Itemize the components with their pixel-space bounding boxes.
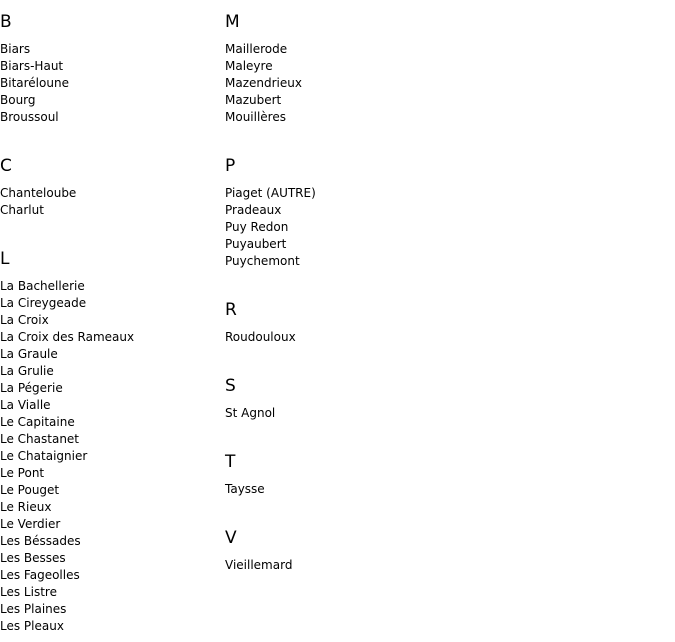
group-spacer bbox=[225, 422, 450, 440]
left-column bbox=[0, 0, 225, 635]
place-list bbox=[0, 41, 225, 126]
place-link[interactable]: Pradeaux bbox=[225, 203, 282, 217]
place-link[interactable]: Le Capitaine bbox=[0, 415, 75, 429]
place-list bbox=[225, 405, 450, 422]
letter-group-p bbox=[225, 126, 450, 270]
letter-heading: M bbox=[225, 12, 240, 32]
place-link[interactable]: La Croix bbox=[0, 313, 49, 327]
place-link[interactable]: Les Listre bbox=[0, 585, 57, 599]
place-list bbox=[225, 41, 450, 126]
group-spacer bbox=[225, 270, 450, 288]
letter-group-r bbox=[225, 270, 450, 346]
letter-group-s bbox=[225, 346, 450, 422]
place-link[interactable]: Maleyre bbox=[225, 59, 273, 73]
letter-group-l bbox=[0, 219, 225, 635]
place-link[interactable]: Les Besses bbox=[0, 551, 66, 565]
place-list bbox=[225, 557, 450, 574]
right-column bbox=[225, 0, 450, 574]
place-link[interactable]: La Croix des Rameaux bbox=[0, 330, 135, 344]
place-link[interactable]: Bourg bbox=[0, 93, 36, 107]
letter-group-m bbox=[225, 11, 450, 126]
letter-heading: S bbox=[225, 376, 236, 396]
place-link[interactable]: Chanteloube bbox=[0, 186, 77, 200]
place-link[interactable]: Les Béssades bbox=[0, 534, 81, 548]
place-link[interactable]: Le Pont bbox=[0, 466, 45, 480]
place-link[interactable]: Biars bbox=[0, 42, 31, 56]
place-link[interactable]: St Agnol bbox=[225, 406, 276, 420]
place-link[interactable]: Maillerode bbox=[225, 42, 288, 56]
group-spacer bbox=[225, 498, 450, 516]
place-link[interactable]: La Pégerie bbox=[0, 381, 63, 395]
place-link[interactable]: Le Chastanet bbox=[0, 432, 80, 446]
place-link[interactable]: Le Rieux bbox=[0, 500, 52, 514]
place-link[interactable]: Les Pleaux bbox=[0, 619, 64, 633]
place-link[interactable]: La Vialle bbox=[0, 398, 51, 412]
letter-group-b bbox=[0, 11, 225, 126]
place-link[interactable]: Roudouloux bbox=[225, 330, 296, 344]
letter-heading: T bbox=[225, 452, 236, 472]
letter-group-t bbox=[225, 422, 450, 498]
place-link[interactable]: Biars-Haut bbox=[0, 59, 64, 73]
group-spacer bbox=[225, 126, 450, 144]
place-list bbox=[225, 329, 450, 346]
place-list bbox=[0, 185, 225, 219]
place-link[interactable]: Le Verdier bbox=[0, 517, 61, 531]
place-link[interactable]: Taysse bbox=[225, 482, 265, 496]
place-link[interactable]: Charlut bbox=[0, 203, 44, 217]
place-link[interactable]: Vieillemard bbox=[225, 558, 293, 572]
place-list bbox=[0, 278, 225, 635]
place-link[interactable]: Puy Redon bbox=[225, 220, 289, 234]
letter-group-c bbox=[0, 126, 225, 219]
letter-heading: P bbox=[225, 156, 236, 176]
letter-heading: R bbox=[225, 300, 237, 320]
place-link[interactable]: Le Pouget bbox=[0, 483, 60, 497]
place-link[interactable]: Bitaréloune bbox=[0, 76, 69, 90]
letter-group-v bbox=[225, 498, 450, 574]
place-link[interactable]: Mazubert bbox=[225, 93, 282, 107]
place-list bbox=[225, 185, 450, 270]
place-link[interactable]: La Grulie bbox=[0, 364, 54, 378]
letter-heading: L bbox=[0, 249, 10, 269]
place-link[interactable]: Piaget (AUTRE) bbox=[225, 186, 316, 200]
place-link[interactable]: Puyaubert bbox=[225, 237, 287, 251]
place-link[interactable]: La Graule bbox=[0, 347, 58, 361]
letter-heading: B bbox=[0, 12, 12, 32]
group-spacer bbox=[0, 126, 225, 144]
letter-heading: C bbox=[0, 156, 12, 176]
place-list bbox=[225, 481, 450, 498]
letter-heading: V bbox=[225, 528, 237, 548]
place-link[interactable]: Le Chataignier bbox=[0, 449, 88, 463]
place-link[interactable]: La Cireygeade bbox=[0, 296, 87, 310]
group-spacer bbox=[225, 346, 450, 364]
place-link[interactable]: Mouillères bbox=[225, 110, 286, 124]
place-link[interactable]: Les Fageolles bbox=[0, 568, 80, 582]
place-link[interactable]: Broussoul bbox=[0, 110, 59, 124]
place-link[interactable]: Mazendrieux bbox=[225, 76, 302, 90]
group-spacer bbox=[0, 219, 225, 237]
place-link[interactable]: La Bachellerie bbox=[0, 279, 85, 293]
place-link[interactable]: Les Plaines bbox=[0, 602, 67, 616]
place-link[interactable]: Puychemont bbox=[225, 254, 300, 268]
